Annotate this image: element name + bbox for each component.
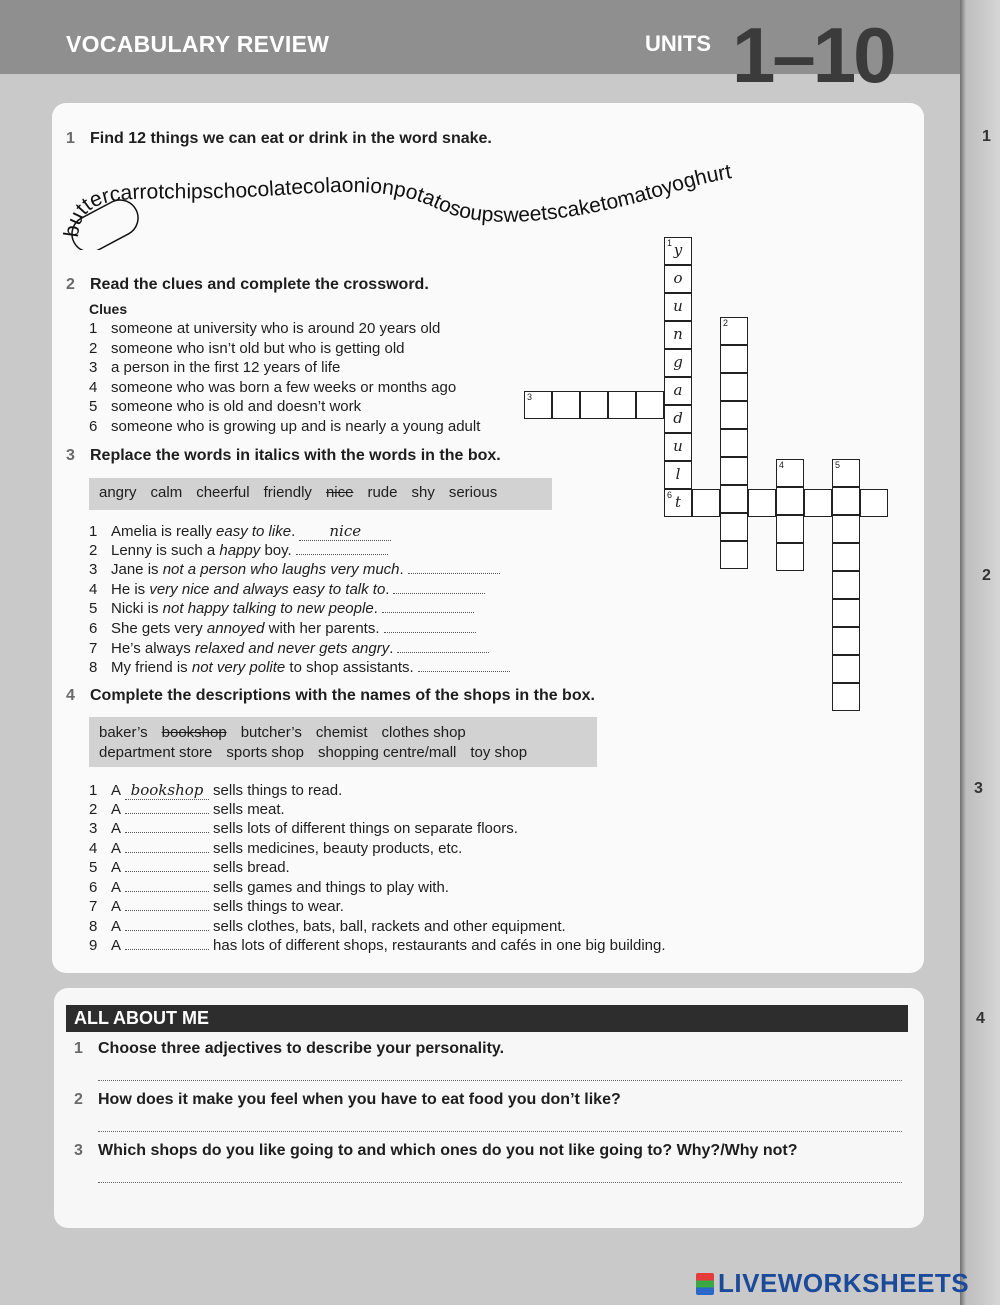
crossword-cell[interactable] <box>720 513 748 541</box>
crossword-cell[interactable] <box>664 461 692 489</box>
q3-item: 8 My friend is not very polite to shop assistants. <box>89 659 510 676</box>
crossword-cell[interactable] <box>664 293 692 321</box>
answer-blank[interactable] <box>125 852 209 853</box>
q3-item: 1 Amelia is really easy to like. nice <box>89 522 391 541</box>
crossword-cell[interactable] <box>720 457 748 485</box>
word-box-item: angry <box>99 484 137 501</box>
word-box-item: sports shop <box>226 744 304 761</box>
answer-blank[interactable] <box>125 813 209 814</box>
q4-item: 1 A bookshop sells things to read. <box>89 781 343 799</box>
word-box-item: serious <box>448 484 498 501</box>
units-range: 1–10 <box>732 11 894 99</box>
crossword-cell[interactable]: 3 <box>524 391 552 419</box>
crossword-cell[interactable] <box>552 391 580 419</box>
q3-word-box <box>89 478 552 510</box>
q4-item: 2 A sells meat. <box>89 800 285 818</box>
crossword-answer-letter: u <box>673 297 683 315</box>
answer-blank[interactable] <box>418 671 510 672</box>
word-box-item: bookshop <box>161 724 227 741</box>
crossword-answer-letter: g <box>673 353 683 371</box>
page-title: VOCABULARY REVIEW <box>66 31 330 57</box>
crossword-cell[interactable] <box>832 683 860 711</box>
word-box-item: friendly <box>263 484 312 501</box>
crossword-cell[interactable]: 2 <box>720 317 748 345</box>
crossword-cell[interactable] <box>664 377 692 405</box>
units-label: UNITS <box>645 31 711 56</box>
about-me-question: 3 Which shops do you like going to and which ones do you not like going to? Why?/Why not? <box>74 1142 798 1159</box>
side-number: 3 <box>974 780 983 797</box>
q4-item: 3 A sells lots of different things on separate floors. <box>89 820 518 837</box>
about-me-title: ALL ABOUT ME <box>66 1005 908 1032</box>
crossword-cell[interactable] <box>776 515 804 543</box>
about-me-question: 1 Choose three adjectives to describe your personality. <box>74 1040 505 1057</box>
crossword-cell[interactable] <box>748 489 776 517</box>
crossword-cell[interactable]: 6 t <box>664 489 692 517</box>
q4-item: 9 A has lots of different shops, restaurants and cafés in one big building. <box>89 937 666 954</box>
crossword-cell[interactable] <box>720 541 748 569</box>
crossword-cell[interactable] <box>720 373 748 401</box>
word-box-item: chemist <box>315 724 368 741</box>
answer-blank[interactable] <box>393 593 485 594</box>
answer-blank[interactable] <box>296 554 388 555</box>
side-number: 1 <box>982 128 991 145</box>
about-me-question: 2 How does it make you feel when you have to eat food you don’t like? <box>74 1091 621 1108</box>
q4-item: 4 A sells medicines, beauty products, etc. <box>89 839 463 857</box>
answer-blank[interactable]: bookshop <box>125 781 209 800</box>
q4-item: 6 A sells games and things to play with. <box>89 878 449 896</box>
crossword-cell[interactable] <box>832 571 860 599</box>
crossword-answer-letter: n <box>673 325 683 343</box>
crossword-cell[interactable] <box>776 543 804 571</box>
clue-item: 4 someone who was born a few weeks or months ago <box>89 378 457 396</box>
crossword-cell[interactable] <box>832 627 860 655</box>
answer-line[interactable] <box>98 1182 902 1183</box>
liveworksheets-icon <box>696 1273 714 1295</box>
crossword-answer-letter: y <box>673 241 683 259</box>
q1-instruction: Find 12 things we can eat or drink in the word snake. <box>90 130 492 147</box>
side-number: 2 <box>982 567 991 584</box>
q3-item: 7 He’s always relaxed and never gets angry. <box>89 640 489 657</box>
word-box-item: toy shop <box>470 744 528 761</box>
word-box-item: butcher’s <box>240 724 302 741</box>
word-snake <box>60 150 850 250</box>
q3-heading: 3 Replace the words in italics with the words in the box. <box>66 447 501 464</box>
crossword-answer-letter: u <box>673 437 683 455</box>
crossword-cell[interactable] <box>664 265 692 293</box>
crossword-grid <box>527 237 900 722</box>
answer-line[interactable] <box>98 1080 902 1081</box>
answer-blank[interactable] <box>125 832 209 833</box>
crossword-answer-letter: l <box>675 465 681 483</box>
crossword-cell[interactable] <box>832 599 860 627</box>
crossword-cell[interactable] <box>720 401 748 429</box>
word-box-item: cheerful <box>196 484 250 501</box>
answer-blank[interactable] <box>382 612 474 613</box>
q2-heading: 2 Read the clues and complete the crossword. <box>66 276 429 293</box>
crossword-cell[interactable]: 1 y <box>664 237 692 265</box>
q3-instruction: Replace the words in italics with the words in the box. <box>90 447 501 464</box>
crossword-cell[interactable] <box>720 485 748 513</box>
crossword-answer-letter: a <box>673 381 683 399</box>
answer-blank[interactable] <box>125 930 209 931</box>
crossword-cell[interactable]: 5 <box>832 459 860 487</box>
word-box-item: baker’s <box>99 724 148 741</box>
crossword-cell[interactable] <box>832 543 860 571</box>
crossword-cell[interactable] <box>608 391 636 419</box>
crossword-cell[interactable] <box>664 349 692 377</box>
side-number: 4 <box>976 1010 985 1027</box>
q4-item: 8 A sells clothes, bats, ball, rackets and other equipment. <box>89 917 566 935</box>
clue-item: 2 someone who isn’t old but who is getting old <box>89 339 405 357</box>
clue-item: 1 someone at university who is around 20 years old <box>89 320 441 337</box>
crossword-cell[interactable] <box>860 489 888 517</box>
word-snake-text[interactable]: buttercarrotchipschocolatecolaonionpotatosoupsweetscaketomatoyoghurt <box>60 160 734 239</box>
crossword-cell[interactable]: 4 <box>776 459 804 487</box>
crossword-cell[interactable] <box>664 321 692 349</box>
q1-heading: 1 Find 12 things we can eat or drink in the word snake. <box>66 130 492 147</box>
crossword-cell[interactable] <box>804 489 832 517</box>
crossword-answer-letter: o <box>673 269 683 287</box>
crossword-answer-letter: t <box>674 493 682 511</box>
q3-item: 2 Lenny is such a happy boy. <box>89 542 388 559</box>
liveworksheets-logo: LIVEWORKSHEETS <box>696 1268 969 1299</box>
word-box-item: shopping centre/mall <box>317 744 457 761</box>
crossword-cell[interactable] <box>580 391 608 419</box>
crossword-cell[interactable] <box>636 391 664 419</box>
answer-blank[interactable] <box>125 871 209 872</box>
clues-label: Clues <box>89 301 128 317</box>
q4-item: 7 A sells things to wear. <box>89 898 344 915</box>
q3-item: 6 She gets very annoyed with her parents. <box>89 620 476 637</box>
q3-item: 4 He is very nice and always easy to talk to. <box>89 581 485 598</box>
clue-item: 5 someone who is old and doesn’t work <box>89 398 362 415</box>
crossword-cell[interactable] <box>720 345 748 373</box>
q4-instruction: Complete the descriptions with the names of the shops in the box. <box>90 687 595 704</box>
word-box-item: shy <box>411 484 435 501</box>
crossword-cell[interactable] <box>832 655 860 683</box>
crossword-cell[interactable] <box>832 515 860 543</box>
word-box-item: calm <box>150 484 183 501</box>
answer-blank[interactable] <box>408 573 500 574</box>
answer-blank[interactable] <box>125 949 209 950</box>
word-box-item: clothes shop <box>381 724 466 741</box>
q2-instruction: Read the clues and complete the crossword. <box>90 276 429 293</box>
q3-item: 3 Jane is not a person who laughs very much. <box>89 561 500 578</box>
q3-item: 5 Nicki is not happy talking to new people. <box>89 600 474 617</box>
crossword-cell[interactable] <box>776 487 804 515</box>
answer-blank[interactable] <box>125 910 209 911</box>
answer-line[interactable] <box>98 1131 902 1132</box>
q4-word-box <box>89 717 597 767</box>
header-bar <box>0 0 960 99</box>
clue-item: 6 someone who is growing up and is nearly a young adult <box>89 417 481 435</box>
word-box-item: rude <box>367 484 398 501</box>
clue-item: 3 a person in the first 12 years of life <box>89 359 341 376</box>
next-page-edge <box>960 0 1000 1305</box>
answer-blank[interactable]: nice <box>299 522 391 541</box>
word-box-item: department store <box>99 744 213 761</box>
crossword-cell[interactable] <box>720 429 748 457</box>
answer-blank[interactable] <box>125 891 209 892</box>
crossword-answer-letter: d <box>673 409 683 427</box>
crossword-cell[interactable] <box>832 487 860 515</box>
crossword-cell[interactable] <box>692 489 720 517</box>
q4-item: 5 A sells bread. <box>89 859 290 876</box>
crossword-cell[interactable] <box>664 433 692 461</box>
crossword-cell[interactable] <box>664 405 692 433</box>
q4-heading: 4 Complete the descriptions with the names of the shops in the box. <box>66 687 595 704</box>
answer-blank[interactable] <box>397 652 489 653</box>
answer-blank[interactable] <box>384 632 476 633</box>
word-box-item: nice <box>325 484 354 501</box>
